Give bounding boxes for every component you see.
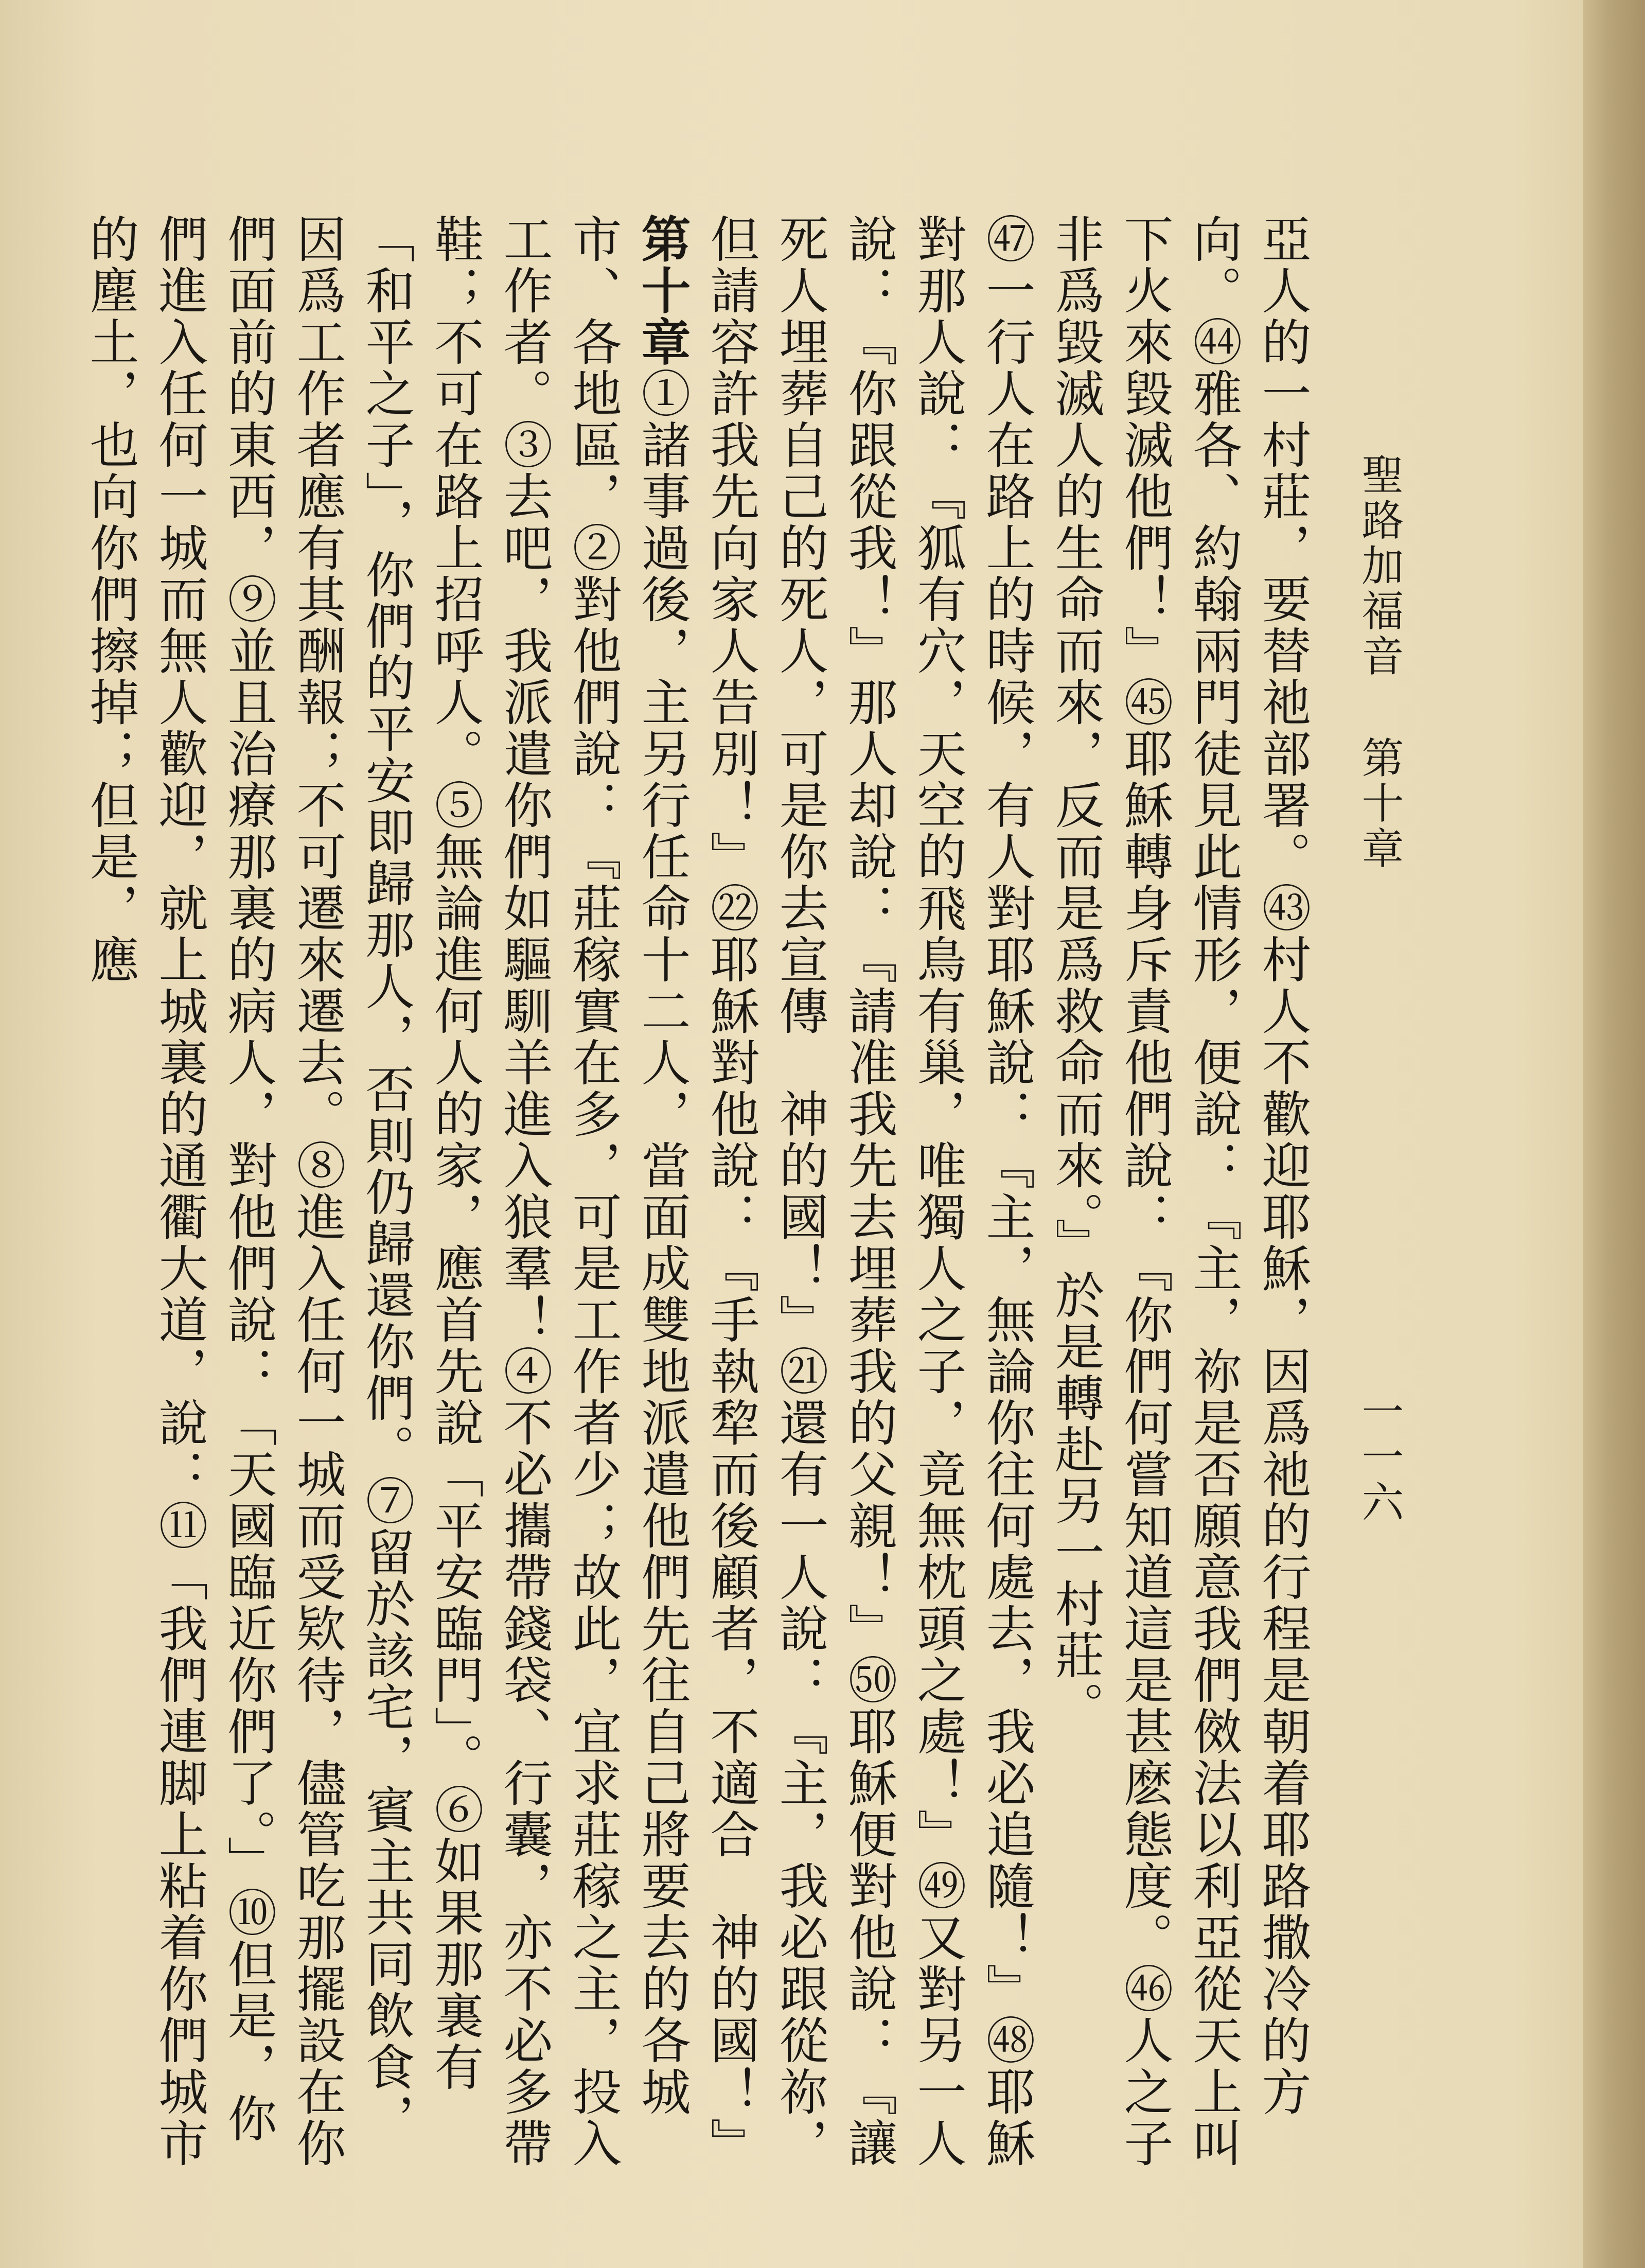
main-text-block <box>82 214 1317 2169</box>
running-book-title: 聖路加福音 <box>1355 453 1404 679</box>
page-number: 一一六 <box>1355 1390 1404 1525</box>
paragraph: ㊼一行人在路上的時候，有人對耶穌說：『主，無論你往何處去，我必追隨！』㊽耶穌對那人說：『狐有穴，天空的飛鳥有巢，唯獨人之子，竟無枕頭之處！』㊾又對另一人說：『你跟從我！』那人却說：『請准我先去埋葬我的父親！』㊿耶穌便對他說：『讓死人埋葬自己的死人，可是你去宣傳 神的國！』㉑還有一人說：『主，我必跟從祢，但請容許我先向家人告別！』㉒耶穌對他說：『手執犂而後顧者，不適合 神的國！』 <box>702 214 1036 2169</box>
chapter-heading: 第十章 <box>633 214 692 368</box>
page-spine-edge <box>1583 0 1645 2268</box>
chapter-text: ①諸事過後，主另行任命十二人，當面成雙地派遣他們先往自己將要去的各城市、各地區，②對他們說：『莊稼實在多，可是工作者少；故此，宜求莊稼之主，投入工作者。③去吧，我派遣你們如驅馴羊進入狼羣！④不必攜帶錢袋、行囊，亦不必多帶鞋；不可在路上招呼人。⑤無論進何人的家，應首先說「平安臨門」。⑥如果那裏有「和平之子」，你們的平安即歸那人，否則仍歸還你們。⑦留於該宅，賓主共同飲食，因爲工作者應有其酬報；不可遷來遷去。⑧進入任何一城而受欵待，儘管吃那擺設在你們面前的東西，⑨並且治療那裏的病人，對他們說：「天國臨近你們了。」⑩但是，你們進入任何一城而無人歡迎，就上城裏的通衢大道，說：⑪「我們連脚上粘着你們城市的塵土，也向你們擦掉；但是，應 <box>82 214 691 2169</box>
running-chapter-label: 第十章 <box>1355 736 1404 872</box>
paragraph: 亞人的一村莊，要替祂部署。㊸村人不歡迎耶穌，因爲祂的行程是朝着耶路撒冷的方向。㊹雅各、約翰兩門徒見此情形，便說：『主，祢是否願意我們傚法以利亞從天上叫下火來毀滅他們！』㊺耶穌轉身斥責他們說：『你們何嘗知道這是甚麽態度。㊻人之子非爲毀滅人的生命而來，反而是爲救命而來。』於是轉赴另一村莊。 <box>1047 214 1312 2169</box>
chapter-paragraph <box>76 214 697 2169</box>
